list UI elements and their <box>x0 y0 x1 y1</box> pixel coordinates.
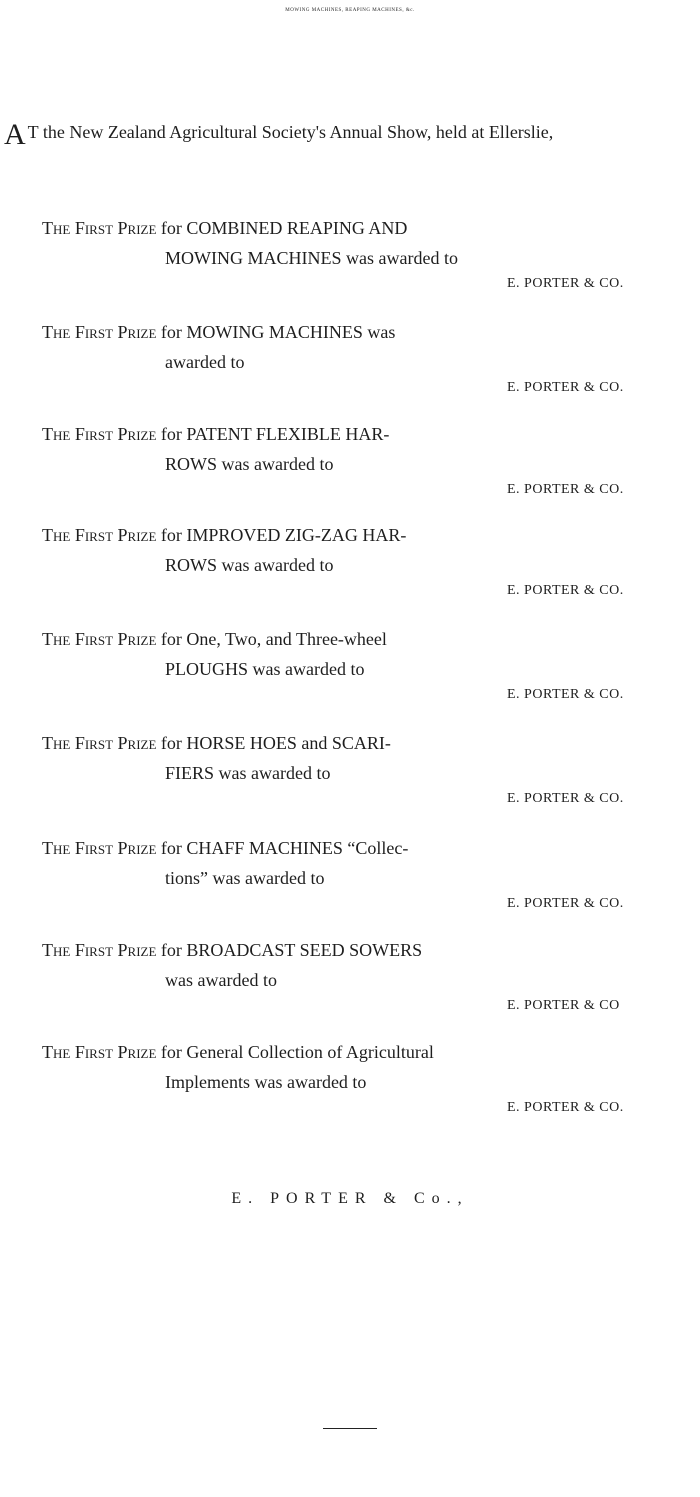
intro-text: T the New Zealand Agricultural Society's Annual Show, held at Ellerslie, <box>27 122 554 142</box>
divider-rule <box>323 1428 377 1429</box>
prize-entry-line-1 <box>42 940 422 961</box>
prize-awardee: E. PORTER & CO. <box>507 791 624 806</box>
prize-text: for COMBINED REAPING AND <box>160 218 408 238</box>
prize-text: for One, Two, and Three-wheel <box>160 629 387 649</box>
prize-awardee: E. PORTER & CO. <box>507 687 624 702</box>
prize-entry-line-1 <box>42 525 406 546</box>
prize-lead: The First Prize <box>42 629 157 649</box>
prize-entry-line-2: ROWS was awarded to <box>165 555 334 575</box>
prize-text: for HORSE HOES and SCARI- <box>160 733 391 753</box>
prize-entry-line-1 <box>42 629 387 650</box>
prize-entry-line-1 <box>42 424 389 445</box>
prize-text: for IMPROVED ZIG-ZAG HAR- <box>160 525 407 545</box>
prize-lead: The First Prize <box>42 424 157 444</box>
prize-entry-line-2: Implements was awarded to <box>165 1072 367 1092</box>
firm-name: E. PORTER & Co., <box>231 1190 469 1207</box>
prize-lead: The First Prize <box>42 218 157 238</box>
prize-lead: The First Prize <box>42 322 157 342</box>
prize-entry-line-2: ROWS was awarded to <box>165 454 334 474</box>
intro-line-1 <box>4 118 553 152</box>
prize-lead: The First Prize <box>42 733 157 753</box>
prize-text: for BROADCAST SEED SOWERS <box>160 940 423 960</box>
prize-entry-line-2: was awarded to <box>165 970 277 990</box>
prize-text: for General Collection of Agricultural <box>160 1042 434 1062</box>
prize-entry-line-1 <box>42 322 395 343</box>
prize-lead: The First Prize <box>42 838 157 858</box>
prize-awardee: E. PORTER & CO. <box>507 276 624 291</box>
prize-awardee: E. PORTER & CO. <box>507 896 624 911</box>
advert-heading: MOWING MACHINES, REAPING MACHINES, &c. <box>285 8 415 13</box>
prize-text: for PATENT FLEXIBLE HAR- <box>160 424 390 444</box>
prize-entry-line-2: awarded to <box>165 352 245 372</box>
prize-entry-line-2: MOWING MACHINES was awarded to <box>165 248 458 268</box>
prize-awardee: E. PORTER & CO <box>507 998 620 1013</box>
prize-entry-line-1 <box>42 838 408 859</box>
prize-entry-line-2: PLOUGHS was awarded to <box>165 659 365 679</box>
prize-entry-line-1 <box>42 218 407 239</box>
prize-awardee: E. PORTER & CO. <box>507 1100 624 1115</box>
prize-text: for MOWING MACHINES was <box>160 322 396 342</box>
prize-lead: The First Prize <box>42 525 157 545</box>
prize-lead: The First Prize <box>42 940 157 960</box>
prize-lead: The First Prize <box>42 1042 157 1062</box>
drop-cap: A <box>4 118 26 151</box>
prize-entry-line-2: FIERS was awarded to <box>165 763 331 783</box>
prize-awardee: E. PORTER & CO. <box>507 482 624 497</box>
prize-awardee: E. PORTER & CO. <box>507 380 624 395</box>
prize-text: for CHAFF MACHINES “Collec- <box>160 838 409 858</box>
prize-awardee: E. PORTER & CO. <box>507 583 624 598</box>
prize-entry-line-2: tions” was awarded to <box>165 868 325 888</box>
prize-entry-line-1 <box>42 733 391 754</box>
prize-entry-line-1 <box>42 1042 434 1063</box>
